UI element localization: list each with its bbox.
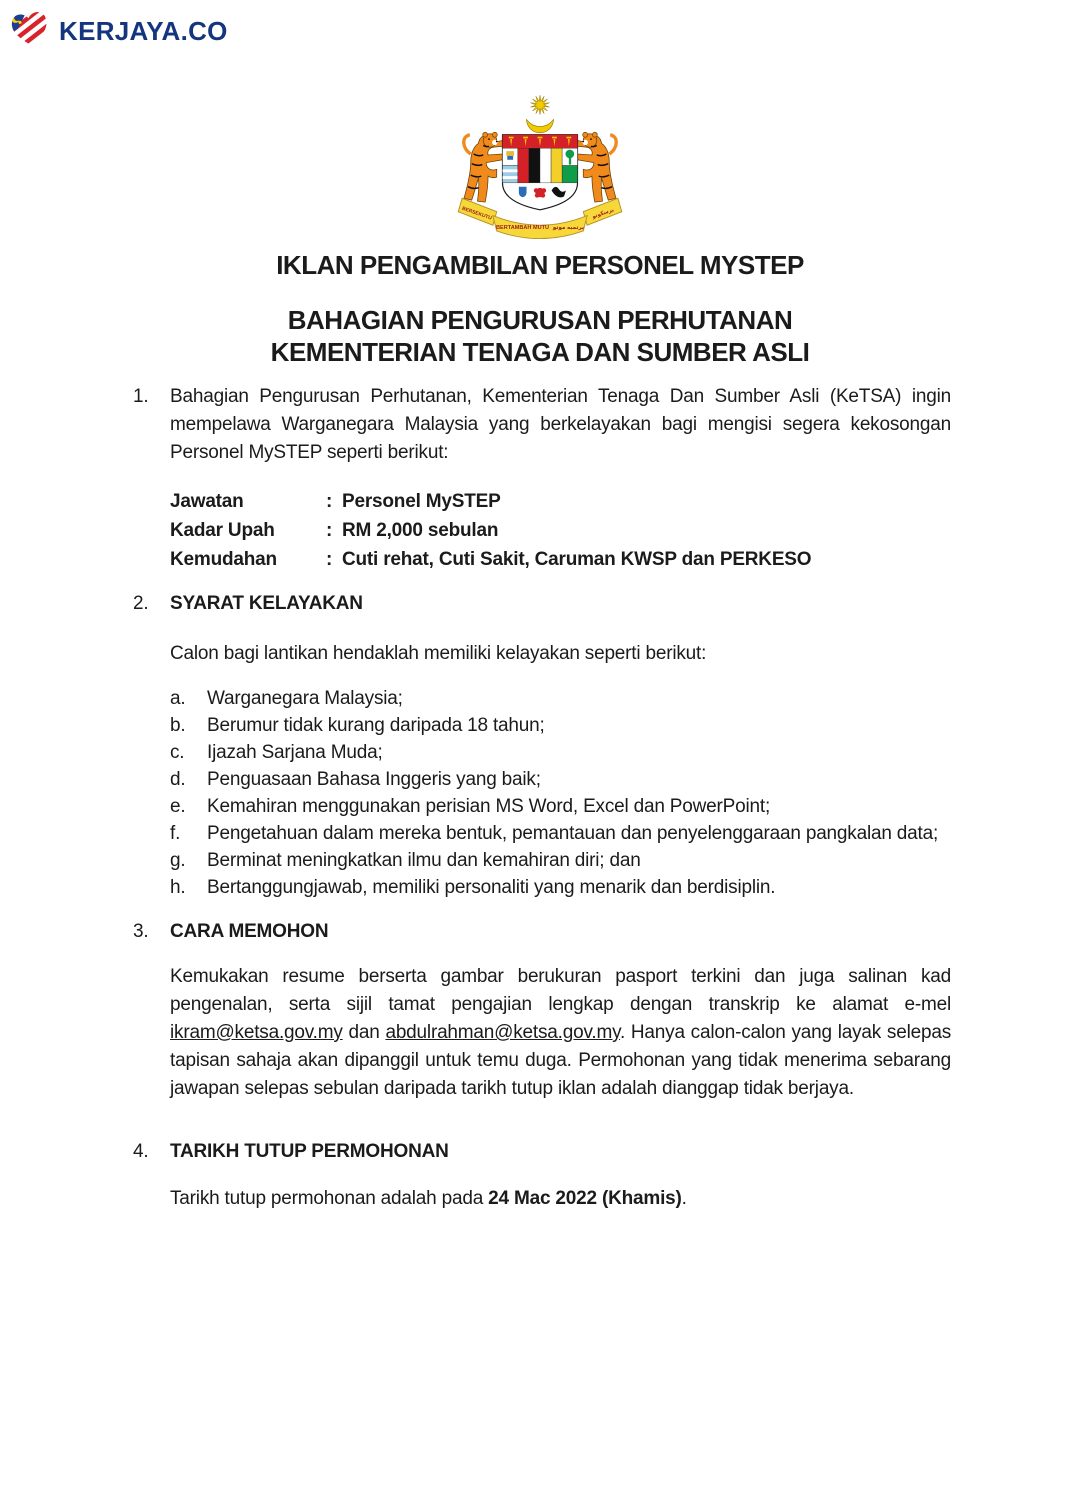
list-letter: e.	[170, 796, 186, 817]
job-value: Personel MySTEP	[342, 491, 501, 512]
list-item	[170, 847, 951, 874]
intro-paragraph: Bahagian Pengurusan Perhutanan, Kementerian Tenaga Dan Sumber Asli (KeTSA) ingin mempelawa Warganegara Malaysia yang berkelayakan bagi mengisi segera kekosongan Personel MySTEP seperti berikut:	[170, 386, 951, 463]
section-syarat	[133, 590, 951, 618]
motto-bertambah-mutu: BERTAMBAH MUTU برتمبه موتو	[496, 225, 584, 232]
list-text: Ijazah Sarjana Muda;	[207, 742, 383, 763]
list-letter: b.	[170, 715, 186, 736]
list-text: Warganegara Malaysia;	[207, 688, 403, 709]
cara-text-part2: dan	[342, 1022, 386, 1043]
tiger-right-icon	[578, 132, 617, 202]
cara-paragraph	[170, 963, 951, 1103]
subtitle-line-2: KEMENTERIAN TENAGA DAN SUMBER ASLI	[270, 337, 810, 367]
list-text: Bertanggungjawab, memiliki personaliti yang menarik dan berdisiplin.	[207, 877, 776, 898]
job-label: Kadar Upah	[170, 520, 275, 541]
cara-text-part1: Kemukakan resume berserta gambar berukuran pasport terkini dan juga salinan kad pengenalan, serta sijil tamat pengajian lengkap dengan transkrip ke alamat e-mel	[170, 966, 951, 1015]
syarat-intro: Calon bagi lantikan hendaklah memiliki kelayakan seperti berikut:	[170, 643, 707, 664]
job-separator: :	[326, 520, 333, 541]
tarikh-paragraph	[170, 1185, 951, 1213]
subtitle-line-1: BAHAGIAN PENGURUSAN PERHUTANAN	[287, 305, 793, 335]
section-4-number: 4.	[133, 1141, 149, 1162]
list-item	[170, 820, 951, 847]
brand-name: KERJAYA.CO	[59, 16, 228, 46]
email-link-abdulrahman[interactable]: abdulrahman@ketsa.gov.my	[385, 1022, 620, 1043]
list-text: Berminat meningkatkan ilmu dan kemahiran diri; dan	[207, 850, 641, 871]
job-separator: :	[326, 491, 333, 512]
job-label: Jawatan	[170, 491, 244, 512]
list-letter: c.	[170, 742, 185, 763]
list-letter: a.	[170, 688, 186, 709]
list-letter: g.	[170, 850, 186, 871]
job-label: Kemudahan	[170, 549, 277, 570]
closing-date: 24 Mac 2022 (Khamis)	[488, 1188, 682, 1209]
job-value: RM 2,000 sebulan	[342, 520, 499, 541]
section-2-number: 2.	[133, 593, 149, 614]
job-separator: :	[326, 549, 333, 570]
section-cara	[133, 918, 951, 946]
list-text: Kemahiran menggunakan perisian MS Word, Excel dan PowerPoint;	[207, 796, 771, 817]
list-item	[170, 712, 951, 739]
motto-bersekutu: BERSEKUTU	[461, 205, 493, 222]
section-3-number: 3.	[133, 921, 149, 942]
section-tarikh	[133, 1138, 951, 1166]
requirement-list	[170, 685, 951, 901]
list-item	[170, 874, 951, 901]
list-item	[170, 685, 951, 712]
kerjaya-logo	[8, 9, 228, 54]
tiger-left-icon	[464, 132, 503, 202]
list-letter: d.	[170, 769, 186, 790]
malaysia-coat-of-arms	[439, 94, 641, 244]
list-letter: f.	[170, 823, 181, 844]
list-item	[170, 739, 951, 766]
heading-syarat-kelayakan: SYARAT KELAYAKAN	[170, 593, 363, 614]
motto-bertambah-mutu-jawi: برتمبه موتو	[552, 225, 584, 232]
heading-tarikh-tutup: TARIKH TUTUP PERMOHONAN	[170, 1141, 449, 1162]
cara-text-part3: . Hanya calon-calon yang layak selepas tapisan sahaja akan dipanggil untuk temu duga. Permohonan yang tidak menerima sebarang jawapan selepas sebulan daripada tarikh tutup iklan adalah dianggap tidak berjaya.	[170, 1022, 951, 1099]
list-text: Penguasaan Bahasa Inggeris yang baik;	[207, 769, 541, 790]
job-detail-row	[170, 545, 951, 574]
motto-bersekutu-jawi: برسکوتو	[591, 207, 615, 221]
malaysia-heart-flag-icon	[8, 9, 52, 54]
tarikh-text-part2: .	[681, 1188, 687, 1209]
list-item	[170, 766, 951, 793]
list-letter: h.	[170, 877, 186, 898]
job-detail-row	[170, 487, 951, 516]
job-detail-row	[170, 516, 951, 545]
crest-shield-icon	[502, 135, 577, 210]
job-details	[170, 487, 951, 574]
list-text: Berumur tidak kurang daripada 18 tahun;	[207, 715, 545, 736]
list-item	[170, 793, 951, 820]
list-text: Pengetahuan dalam mereka bentuk, pemantauan dan penyelenggaraan pangkalan data;	[207, 823, 939, 844]
section-1-number: 1.	[133, 386, 149, 407]
tarikh-text-part1: Tarikh tutup permohonan adalah pada	[170, 1188, 489, 1209]
job-value: Cuti rehat, Cuti Sakit, Caruman KWSP dan PERKESO	[342, 549, 812, 570]
section-intro	[133, 383, 951, 467]
heading-cara-memohon: CARA MEMOHON	[170, 921, 329, 942]
page-title: IKLAN PENGAMBILAN PERSONEL MYSTEP	[276, 250, 804, 280]
email-link-ikram[interactable]: ikram@ketsa.gov.my	[170, 1022, 343, 1043]
star-crescent-icon	[527, 95, 554, 133]
